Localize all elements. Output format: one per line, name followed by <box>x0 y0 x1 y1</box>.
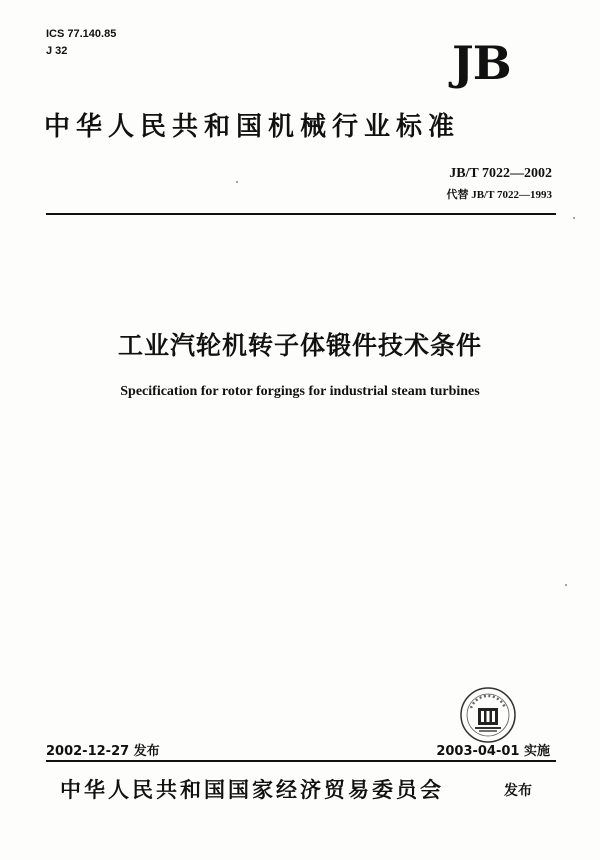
scan-speck <box>573 217 575 219</box>
seal-icon <box>459 686 517 744</box>
issuing-suffix: 发布 <box>504 783 532 799</box>
replaces-standard: 代替 JB/T 7022—1993 <box>446 189 552 201</box>
issuing-authority: 中华人民共和国国家经济贸易委员会 <box>60 778 444 802</box>
bottom-divider <box>46 760 556 762</box>
issue-date: 2002-12-27 发布 <box>46 744 160 759</box>
standard-number: JB/T 7022—2002 <box>449 166 552 181</box>
standard-title: 中华人民共和国机械行业标准 <box>44 112 461 142</box>
document-title-cn: 工业汽轮机转子体锻件技术条件 <box>117 331 482 360</box>
classification-code: J 32 <box>46 45 68 57</box>
scan-speck <box>565 584 567 586</box>
jb-logo: JB <box>452 36 511 90</box>
ics-code: ICS 77.140.85 <box>46 28 117 40</box>
document-title-en: Specification for rotor forgings for industrial steam turbines <box>120 384 480 399</box>
implementation-date: 2003-04-01 实施 <box>436 744 550 759</box>
top-divider <box>46 213 556 215</box>
scan-speck <box>236 181 238 183</box>
